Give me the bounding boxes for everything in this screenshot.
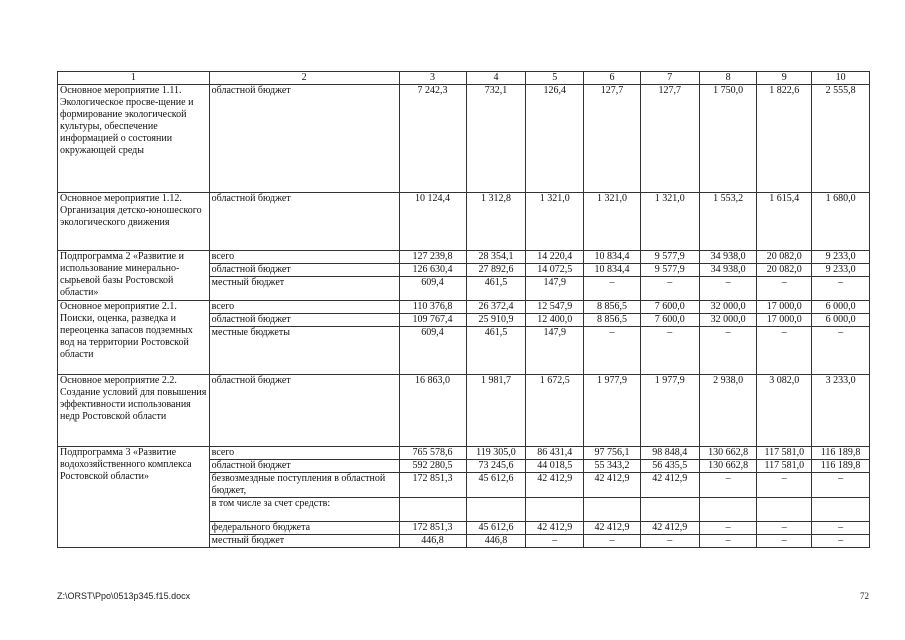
- value-cell: 56 435,5: [640, 460, 699, 473]
- value-cell: –: [812, 473, 870, 498]
- funding-source-cell: областной бюджет: [209, 264, 399, 277]
- value-cell: 9 233,0: [812, 264, 870, 277]
- funding-source-cell: местный бюджет: [209, 277, 399, 301]
- value-cell: 147,9: [526, 277, 584, 301]
- value-cell: [584, 498, 641, 522]
- value-cell: 26 372,4: [466, 301, 526, 314]
- value-cell: 27 892,6: [466, 264, 526, 277]
- value-cell: 461,5: [466, 277, 526, 301]
- value-cell: 127,7: [584, 85, 641, 193]
- value-cell: –: [584, 535, 641, 548]
- funding-source-cell: областной бюджет: [209, 193, 399, 251]
- value-cell: 1 680,0: [812, 193, 870, 251]
- value-cell: 609,4: [399, 277, 466, 301]
- value-cell: 28 354,1: [466, 251, 526, 264]
- value-cell: 172 851,3: [399, 522, 466, 535]
- table-body: [58, 85, 870, 548]
- value-cell: 592 280,5: [399, 460, 466, 473]
- value-cell: 20 082,0: [757, 251, 812, 264]
- value-cell: –: [584, 277, 641, 301]
- value-cell: 147,9: [526, 327, 584, 375]
- value-cell: [699, 498, 757, 522]
- page-number: 72: [860, 591, 869, 601]
- table-row: [58, 301, 870, 314]
- column-header: 8: [699, 72, 757, 85]
- value-cell: 130 662,8: [699, 460, 757, 473]
- value-cell: –: [757, 277, 812, 301]
- value-cell: –: [640, 327, 699, 375]
- funding-source-cell: безвозмездные поступления в областной бюджет,: [209, 473, 399, 498]
- value-cell: –: [812, 327, 870, 375]
- value-cell: 117 581,0: [757, 447, 812, 460]
- value-cell: 1 977,9: [640, 375, 699, 447]
- funding-source-cell: всего: [209, 301, 399, 314]
- value-cell: –: [640, 535, 699, 548]
- value-cell: 17 000,0: [757, 314, 812, 327]
- value-cell: 8 856,5: [584, 301, 641, 314]
- value-cell: 9 577,9: [640, 251, 699, 264]
- value-cell: [466, 498, 526, 522]
- value-cell: 42 412,9: [584, 522, 641, 535]
- funding-source-cell: всего: [209, 447, 399, 460]
- funding-source-cell: областной бюджет: [209, 314, 399, 327]
- value-cell: 6 000,0: [812, 314, 870, 327]
- value-cell: –: [812, 277, 870, 301]
- value-cell: 45 612,6: [466, 473, 526, 498]
- value-cell: –: [699, 535, 757, 548]
- value-cell: [399, 498, 466, 522]
- value-cell: 116 189,8: [812, 447, 870, 460]
- value-cell: 34 938,0: [699, 251, 757, 264]
- budget-table: [57, 71, 870, 548]
- value-cell: 609,4: [399, 327, 466, 375]
- value-cell: 9 577,9: [640, 264, 699, 277]
- document-path: Z:\ORST\Ppo\0513p345.f15.docx: [57, 591, 191, 601]
- column-header: 9: [757, 72, 812, 85]
- value-cell: 116 189,8: [812, 460, 870, 473]
- value-cell: –: [699, 277, 757, 301]
- value-cell: 126,4: [526, 85, 584, 193]
- row-name-cell: Основное мероприятие 1.11. Экологическое просве-щение и формирование экологической культуры, обеспечение информацией о состоянии окружающей среды: [58, 85, 210, 193]
- column-header: 2: [209, 72, 399, 85]
- value-cell: 6 000,0: [812, 301, 870, 314]
- value-cell: [640, 498, 699, 522]
- value-cell: 42 412,9: [584, 473, 641, 498]
- column-header: 1: [58, 72, 210, 85]
- value-cell: 1 321,0: [640, 193, 699, 251]
- funding-source-cell: местные бюджеты: [209, 327, 399, 375]
- value-cell: 8 856,5: [584, 314, 641, 327]
- value-cell: 2 555,8: [812, 85, 870, 193]
- value-cell: 1 553,2: [699, 193, 757, 251]
- value-cell: 130 662,8: [699, 447, 757, 460]
- funding-source-cell: федерального бюджета: [209, 522, 399, 535]
- value-cell: 1 672,5: [526, 375, 584, 447]
- value-cell: 3 082,0: [757, 375, 812, 447]
- funding-source-cell: в том числе за счет средств:: [209, 498, 399, 522]
- value-cell: 25 910,9: [466, 314, 526, 327]
- value-cell: 32 000,0: [699, 301, 757, 314]
- row-name-cell: Подпрограмма 2 «Развитие и использование минерально-сырьевой базы Ростовской области»: [58, 251, 210, 301]
- row-name-cell: Основное мероприятие 2.1. Поиски, оценка, разведка и переоценка запасов подземных вод на территории Ростовской области: [58, 301, 210, 375]
- value-cell: 9 233,0: [812, 251, 870, 264]
- value-cell: 42 412,9: [526, 522, 584, 535]
- value-cell: 1 981,7: [466, 375, 526, 447]
- value-cell: –: [757, 327, 812, 375]
- value-cell: 1 321,0: [526, 193, 584, 251]
- value-cell: 1 750,0: [699, 85, 757, 193]
- value-cell: 20 082,0: [757, 264, 812, 277]
- table-row: [58, 375, 870, 447]
- value-cell: 98 848,4: [640, 447, 699, 460]
- value-cell: 732,1: [466, 85, 526, 193]
- column-header: 4: [466, 72, 526, 85]
- value-cell: 12 547,9: [526, 301, 584, 314]
- row-name-cell: Подпрограмма 3 «Развитие водохозяйственного комплекса Ростовской области»: [58, 447, 210, 548]
- value-cell: 1 321,0: [584, 193, 641, 251]
- value-cell: –: [699, 327, 757, 375]
- value-cell: –: [812, 535, 870, 548]
- value-cell: 55 343,2: [584, 460, 641, 473]
- value-cell: 42 412,9: [526, 473, 584, 498]
- value-cell: 7 242,3: [399, 85, 466, 193]
- value-cell: 3 233,0: [812, 375, 870, 447]
- value-cell: –: [699, 473, 757, 498]
- value-cell: 10 834,4: [584, 251, 641, 264]
- value-cell: –: [757, 473, 812, 498]
- value-cell: 127 239,8: [399, 251, 466, 264]
- table-row: [58, 251, 870, 264]
- value-cell: [526, 498, 584, 522]
- value-cell: 110 376,8: [399, 301, 466, 314]
- value-cell: –: [640, 277, 699, 301]
- value-cell: 1 312,8: [466, 193, 526, 251]
- value-cell: –: [812, 522, 870, 535]
- funding-source-cell: областной бюджет: [209, 460, 399, 473]
- value-cell: 10 124,4: [399, 193, 466, 251]
- value-cell: 32 000,0: [699, 314, 757, 327]
- value-cell: 446,8: [466, 535, 526, 548]
- column-header: 3: [399, 72, 466, 85]
- value-cell: 42 412,9: [640, 522, 699, 535]
- row-name-cell: Основное мероприятие 2.2. Создание условий для повышения эффективности использования недр Ростовской области: [58, 375, 210, 447]
- value-cell: 10 834,4: [584, 264, 641, 277]
- value-cell: 1 615,4: [757, 193, 812, 251]
- funding-source-cell: местный бюджет: [209, 535, 399, 548]
- funding-source-cell: областной бюджет: [209, 375, 399, 447]
- value-cell: 17 000,0: [757, 301, 812, 314]
- value-cell: 86 431,4: [526, 447, 584, 460]
- value-cell: 127,7: [640, 85, 699, 193]
- value-cell: 14 220,4: [526, 251, 584, 264]
- value-cell: 7 600,0: [640, 314, 699, 327]
- value-cell: 461,5: [466, 327, 526, 375]
- value-cell: [757, 498, 812, 522]
- value-cell: 97 756,1: [584, 447, 641, 460]
- value-cell: –: [526, 535, 584, 548]
- value-cell: 446,8: [399, 535, 466, 548]
- value-cell: –: [584, 327, 641, 375]
- value-cell: 117 581,0: [757, 460, 812, 473]
- value-cell: 126 630,4: [399, 264, 466, 277]
- column-header: 10: [812, 72, 870, 85]
- funding-source-cell: областной бюджет: [209, 85, 399, 193]
- value-cell: 765 578,6: [399, 447, 466, 460]
- value-cell: 1 977,9: [584, 375, 641, 447]
- funding-source-cell: всего: [209, 251, 399, 264]
- value-cell: 2 938,0: [699, 375, 757, 447]
- value-cell: 1 822,6: [757, 85, 812, 193]
- column-header: 6: [584, 72, 641, 85]
- value-cell: 42 412,9: [640, 473, 699, 498]
- value-cell: 109 767,4: [399, 314, 466, 327]
- column-header: 7: [640, 72, 699, 85]
- value-cell: 44 018,5: [526, 460, 584, 473]
- value-cell: 73 245,6: [466, 460, 526, 473]
- table-row: [58, 85, 870, 193]
- value-cell: 16 863,0: [399, 375, 466, 447]
- row-name-cell: Основное мероприятие 1.12. Организация детско-юношеского экологического движения: [58, 193, 210, 251]
- value-cell: 7 600,0: [640, 301, 699, 314]
- header-row: [58, 72, 870, 85]
- value-cell: [812, 498, 870, 522]
- value-cell: 172 851,3: [399, 473, 466, 498]
- table-row: [58, 193, 870, 251]
- value-cell: 14 072,5: [526, 264, 584, 277]
- value-cell: 119 305,0: [466, 447, 526, 460]
- value-cell: –: [757, 522, 812, 535]
- value-cell: 34 938,0: [699, 264, 757, 277]
- value-cell: 12 400,0: [526, 314, 584, 327]
- value-cell: –: [699, 522, 757, 535]
- column-header: 5: [526, 72, 584, 85]
- table-row: [58, 447, 870, 460]
- value-cell: 45 612,6: [466, 522, 526, 535]
- value-cell: –: [757, 535, 812, 548]
